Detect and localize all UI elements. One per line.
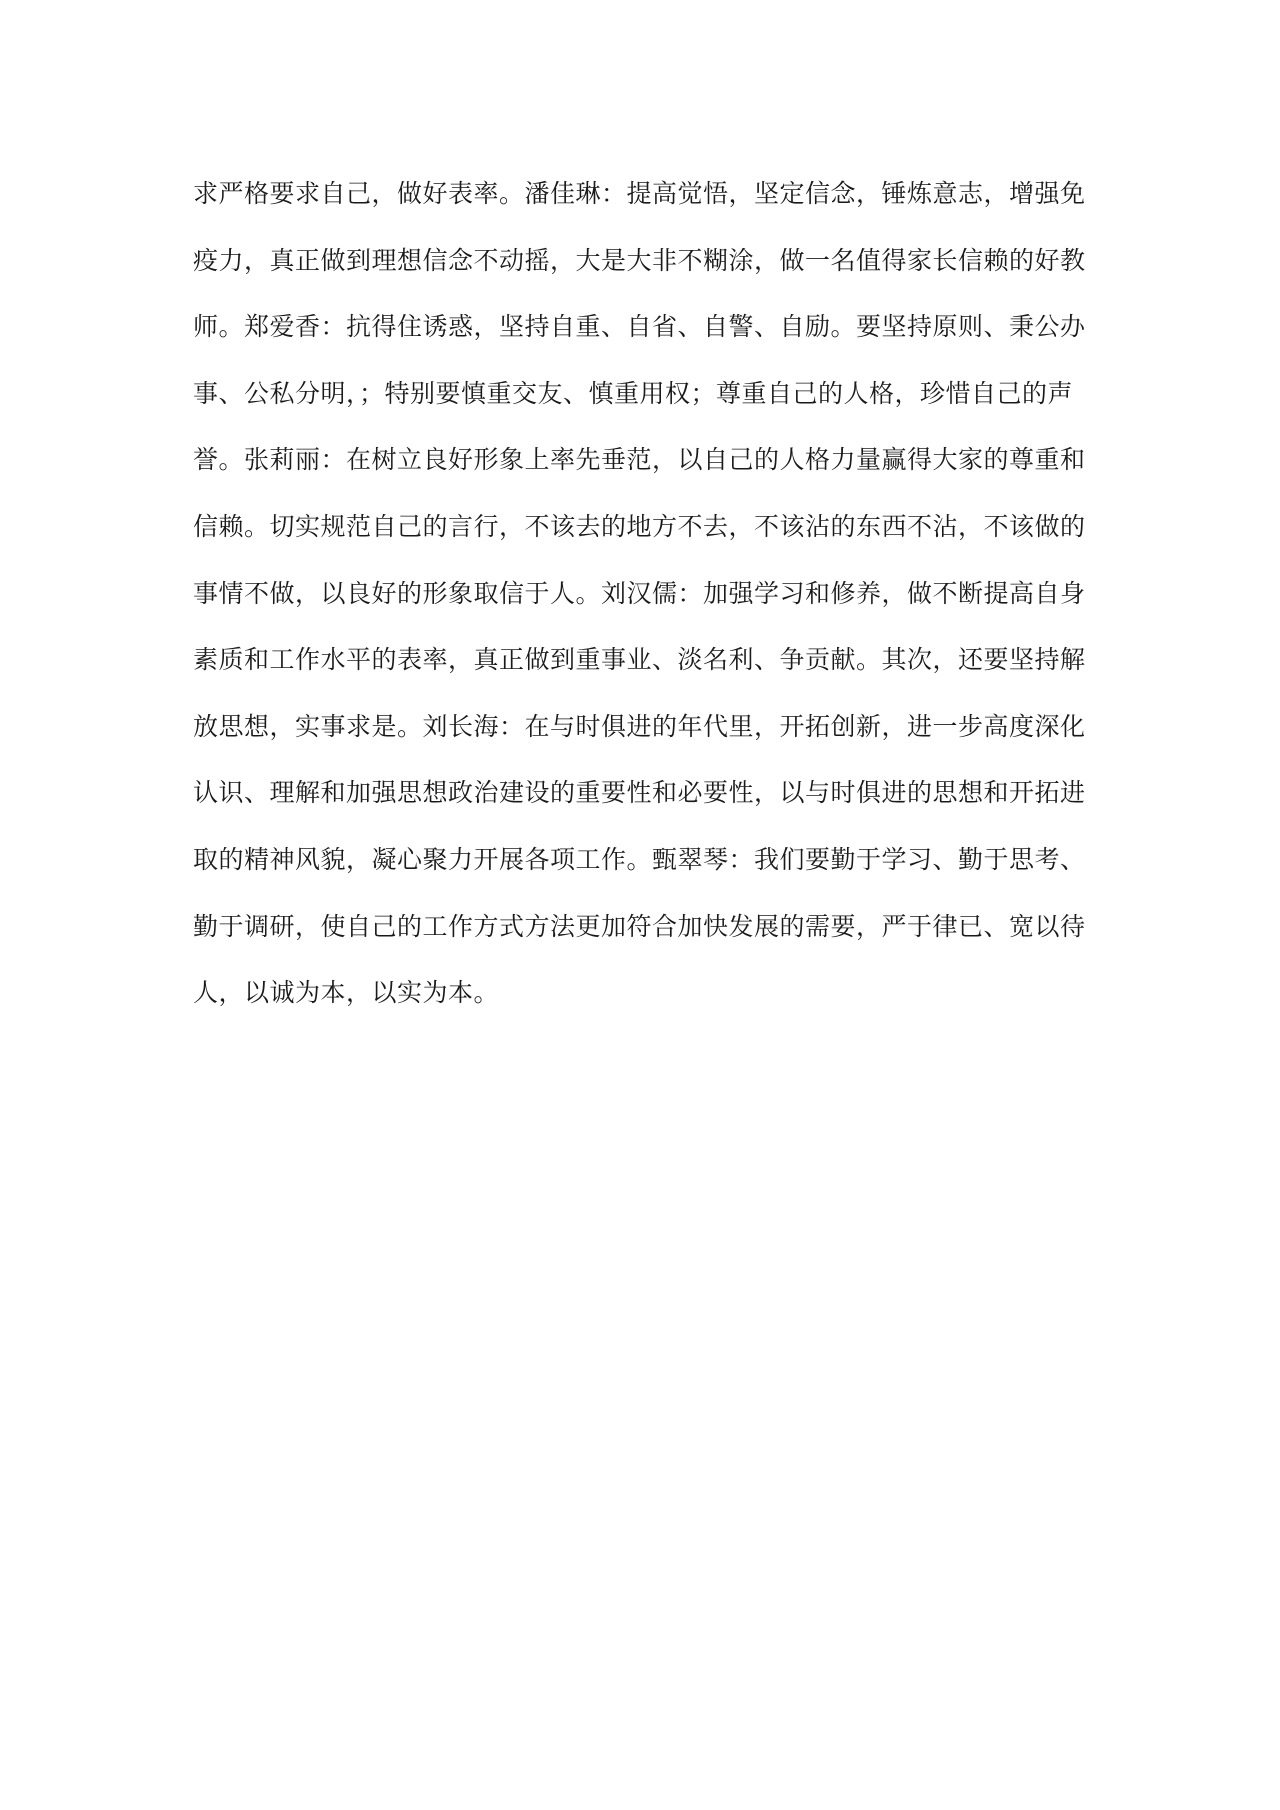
text-line: 勤于调研，使自己的工作方式方法更加符合加快发展的需要，严于律已、宽以待 [193,911,1086,941]
text-line: 放思想，实事求是。刘长海：在与时俱进的年代里，开拓创新，进一步高度深化 [193,711,1086,741]
text-line: 誉。张莉丽：在树立良好形象上率先垂范，以自己的人格力量赢得大家的尊重和 [193,445,1086,475]
text-line: 取的精神风貌，凝心聚力开展各项工作。甄翠琴：我们要勤于学习、勤于思考、 [193,844,1086,874]
text-line: 疫力，真正做到理想信念不动摇，大是大非不糊涂，做一名值得家长信赖的好教 [193,245,1086,275]
text-line: 信赖。切实规范自己的言行，不该去的地方不去，不该沾的东西不沾，不该做的 [193,511,1086,541]
text-line: 求严格要求自己，做好表率。潘佳琳：提高觉悟，坚定信念，锤炼意志，增强免 [193,179,1086,208]
text-line: 认识、理解和加强思想政治建设的重要性和必要性，以与时俱进的思想和开拓进 [193,778,1086,808]
body-paragraph [193,166,1093,1032]
text-line: 事、公私分明，；特别要慎重交友、慎重用权；尊重自己的人格，珍惜自己的声 [193,378,1074,408]
text-line: 人，以诚为本，以实为本。 [193,978,500,1008]
text-line: 师。郑爱香：抗得住诱惑，坚持自重、自省、自警、自励。要坚持原则、秉公办 [193,312,1086,342]
text-line: 事情不做，以良好的形象取信于人。刘汉儒：加强学习和修养，做不断提高自身 [193,578,1086,608]
text-line: 素质和工作水平的表率，真正做到重事业、淡名利、争贡献。其次，还要坚持解 [193,645,1086,675]
